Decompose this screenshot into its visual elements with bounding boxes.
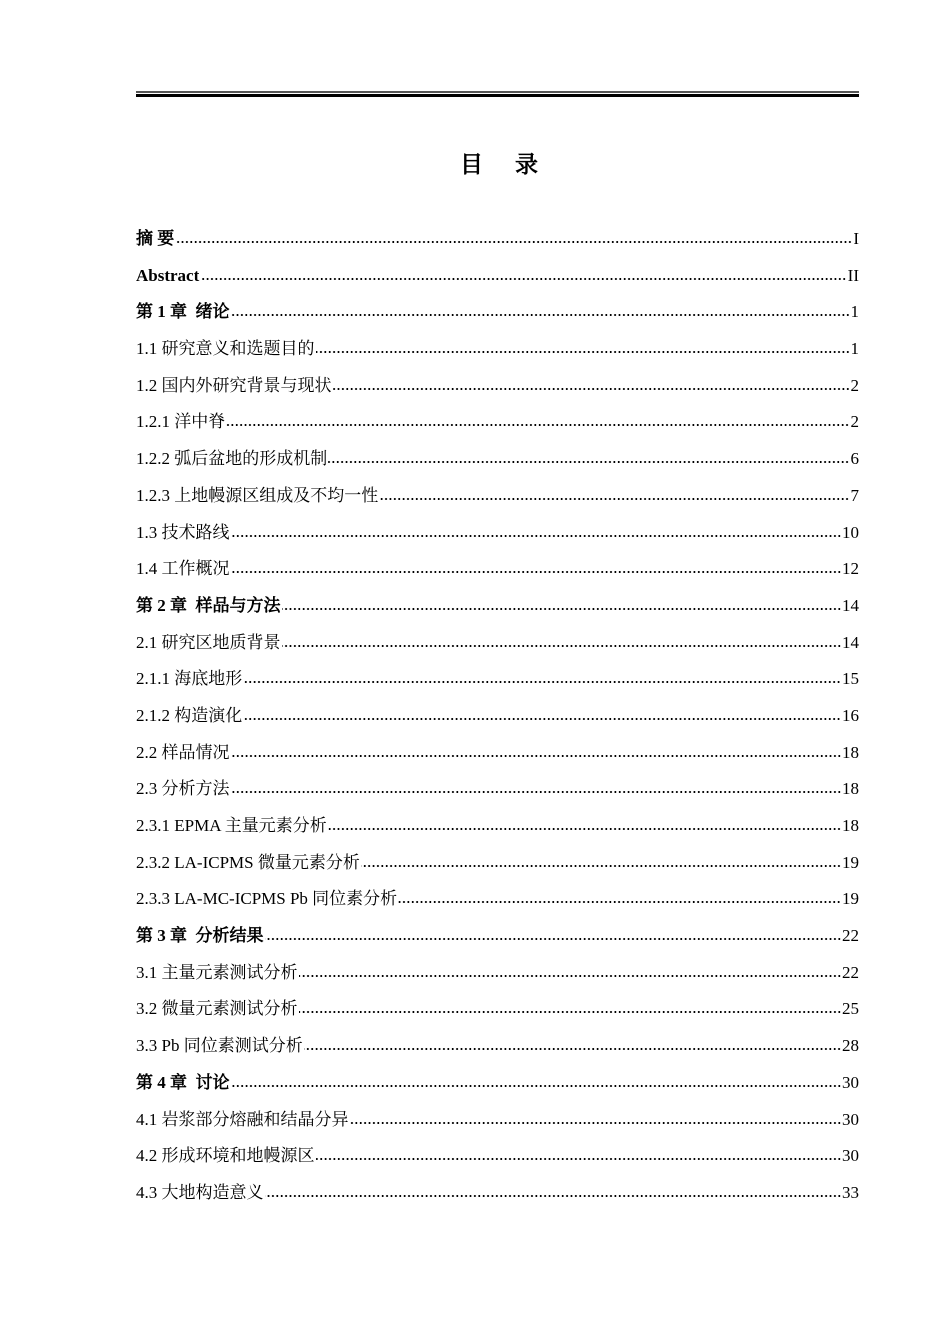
toc-entry-page-number: 22 (842, 962, 859, 982)
toc-entry-text: 海底地形 (174, 669, 243, 689)
toc-entry-label (136, 409, 225, 435)
dot-leader (231, 780, 842, 794)
toc-entry-label (136, 776, 230, 802)
toc-entry[interactable] (136, 1180, 859, 1217)
toc-entry-page-number: 18 (842, 816, 859, 835)
toc-entry-page-number: 33 (842, 1182, 859, 1202)
toc-entry[interactable] (136, 520, 859, 557)
toc-entry-page-number: 19 (842, 889, 859, 909)
dot-leader (299, 964, 842, 978)
dot-leader (231, 744, 842, 758)
toc-entry-number: 2.2 (136, 742, 158, 762)
toc-entry[interactable] (136, 960, 859, 997)
toc-entry[interactable] (136, 409, 859, 446)
dot-leader (243, 707, 841, 721)
toc-entry-text: 技术路线 (161, 522, 230, 542)
toc-entry-number: 1.2.3 (136, 485, 170, 505)
toc-entry-number: 第 1 章 (136, 302, 187, 322)
toc-entry-text: LA-ICPMS 微量元素分析 (174, 852, 360, 872)
toc-entry-page-number: 1 (850, 339, 859, 359)
toc-entry[interactable] (136, 299, 859, 336)
dot-leader (350, 1111, 842, 1125)
toc-entry-page-number: 6 (850, 449, 859, 469)
toc-entry-page-number: 22 (842, 926, 859, 946)
toc-entry-number: 2.3 (136, 779, 158, 799)
dot-leader (304, 1037, 841, 1051)
toc-entry[interactable] (136, 813, 859, 850)
toc-entry-page-number: 30 (842, 1109, 859, 1129)
toc-entry-number: 3.1 (136, 962, 158, 982)
toc-entry-number: 2.3.3 (136, 889, 170, 909)
toc-entry[interactable] (136, 850, 859, 887)
toc-entry[interactable] (136, 776, 859, 813)
dot-leader (231, 560, 842, 574)
dot-leader (361, 854, 841, 868)
dot-leader (328, 450, 849, 464)
toc-entry-page-number: 30 (842, 1146, 859, 1166)
toc-entry-text: 上地幔源区组成及不均一性 (174, 485, 379, 505)
toc-entry[interactable] (136, 483, 859, 520)
toc-entry-page-number: 15 (842, 669, 859, 689)
toc-entry-text: 岩浆部分熔融和结晶分异 (161, 1109, 349, 1129)
toc-entry-text: Abstract (136, 265, 200, 285)
toc-entry-text: 构造演化 (174, 705, 243, 725)
toc-entry-number: 2.3.1 (136, 816, 170, 835)
toc-entry-page-number: 2 (850, 375, 859, 395)
toc-entry-text: 大地构造意义 (161, 1182, 264, 1202)
toc-entry-label (136, 1180, 264, 1206)
toc-entry-text: 讨论 (195, 1072, 230, 1092)
toc-entry-label (136, 373, 332, 399)
toc-entry-number: 1.4 (136, 559, 158, 579)
toc-entry[interactable] (136, 593, 859, 630)
header-double-rule (136, 91, 859, 97)
toc-entry-label (136, 996, 298, 1022)
toc-entry[interactable] (136, 666, 859, 703)
dot-leader (265, 927, 842, 941)
toc-entry-label (136, 1033, 303, 1059)
dot-leader (231, 303, 850, 317)
toc-entry-page-number: 19 (842, 852, 859, 872)
toc-entry-number: 第 4 章 (136, 1072, 187, 1092)
dot-leader (316, 1147, 842, 1161)
toc-entry-text: 摘 要 (136, 229, 175, 248)
toc-entry-text: EPMA 主量元素分析 (174, 816, 327, 835)
header-rule-thin (136, 91, 859, 93)
toc-entry-label (136, 813, 327, 839)
toc-entry-page-number: II (847, 265, 859, 285)
toc-entry-label (136, 446, 327, 472)
toc-entry-text: 微量元素测试分析 (161, 999, 298, 1019)
dot-leader (328, 817, 841, 831)
toc-entry-number: 第 2 章 (136, 595, 187, 615)
toc-entry[interactable] (136, 1033, 859, 1070)
toc-entry-number: 1.2.2 (136, 449, 170, 469)
page-title-part-2: 录 (515, 152, 540, 178)
table-of-contents (136, 226, 859, 1217)
dot-leader (316, 340, 850, 354)
toc-entry-number: 3.3 (136, 1036, 158, 1056)
toc-entry-text: 主量元素测试分析 (161, 962, 298, 982)
toc-entry-label (136, 850, 360, 876)
toc-entry-label (136, 593, 281, 619)
toc-entry-page-number: 7 (850, 485, 859, 505)
toc-entry-label (136, 923, 264, 949)
toc-entry-number: 4.2 (136, 1146, 158, 1166)
toc-entry[interactable] (136, 556, 859, 593)
toc-entry-text: 样品与方法 (195, 595, 281, 615)
toc-entry-label (136, 556, 230, 582)
toc-entry-text: Pb 同位素测试分析 (161, 1036, 303, 1056)
dot-leader (231, 1074, 842, 1088)
toc-entry-number: 第 3 章 (136, 926, 187, 946)
toc-entry-label (136, 299, 230, 325)
dot-leader (243, 670, 841, 684)
toc-entry-page-number: 18 (842, 779, 859, 799)
dot-leader (299, 1000, 842, 1014)
toc-entry-label (136, 886, 397, 912)
toc-entry-number: 2.1 (136, 632, 158, 652)
toc-entry-label (136, 960, 298, 986)
toc-entry[interactable] (136, 1143, 859, 1180)
toc-entry-text: 分析结果 (195, 926, 264, 946)
toc-entry-text: 样品情况 (161, 742, 230, 762)
dot-leader (333, 377, 850, 391)
toc-entry-page-number: 25 (842, 999, 859, 1019)
toc-entry-page-number: 10 (842, 522, 859, 542)
dot-leader (398, 890, 841, 904)
toc-entry-page-number: 2 (850, 412, 859, 432)
toc-entry-page-number: 18 (842, 742, 859, 762)
dot-leader (231, 524, 842, 538)
toc-entry-text: 绪论 (195, 302, 230, 322)
dot-leader (226, 413, 849, 427)
toc-entry[interactable] (136, 226, 859, 263)
toc-entry[interactable] (136, 740, 859, 777)
toc-entry-text: LA-MC-ICPMS Pb 同位素分析 (174, 889, 398, 909)
toc-entry-text: 弧后盆地的形成机制 (174, 449, 328, 469)
toc-entry-text: 工作概况 (161, 559, 230, 579)
toc-entry-page-number: 14 (842, 632, 859, 652)
toc-entry[interactable] (136, 886, 859, 923)
toc-entry-number: 2.1.1 (136, 669, 170, 689)
toc-entry-page-number: I (853, 229, 859, 248)
dot-leader (282, 634, 842, 648)
toc-entry[interactable] (136, 923, 859, 960)
toc-entry-number: 1.2.1 (136, 412, 170, 432)
toc-entry-label (136, 483, 378, 509)
toc-entry[interactable] (136, 1070, 859, 1107)
toc-entry-label (136, 263, 199, 289)
dot-leader (175, 230, 852, 244)
dot-leader (265, 1184, 842, 1198)
toc-entry[interactable] (136, 703, 859, 740)
toc-entry-label (136, 703, 242, 729)
toc-entry-page-number: 14 (842, 595, 859, 615)
toc-entry-label (136, 226, 174, 252)
toc-entry-label (136, 336, 315, 362)
toc-entry-text: 研究区地质背景 (161, 632, 281, 652)
toc-entry[interactable] (136, 1107, 859, 1144)
toc-entry[interactable] (136, 630, 859, 667)
toc-entry[interactable] (136, 996, 859, 1033)
page-title-part-1: 目 (460, 152, 485, 178)
toc-entry-text: 研究意义和选题目的 (161, 339, 315, 359)
toc-entry-number: 4.3 (136, 1182, 158, 1202)
toc-entry-label (136, 520, 230, 546)
toc-entry-page-number: 12 (842, 559, 859, 579)
toc-entry-number: 2.1.2 (136, 705, 170, 725)
toc-entry-text: 国内外研究背景与现状 (161, 375, 332, 395)
toc-entry-label (136, 1070, 230, 1096)
toc-entry-page-number: 16 (842, 705, 859, 725)
toc-entry-page-number: 28 (842, 1036, 859, 1056)
toc-entry-label (136, 1107, 349, 1133)
toc-entry-number: 1.3 (136, 522, 158, 542)
toc-entry[interactable] (136, 446, 859, 483)
toc-entry-label (136, 740, 230, 766)
toc-entry-page-number: 1 (850, 302, 859, 322)
toc-entry-text: 分析方法 (161, 779, 230, 799)
toc-entry-number: 2.3.2 (136, 852, 170, 872)
header-rule-thick (136, 94, 859, 97)
page-title (0, 146, 950, 179)
toc-entry-number: 1.1 (136, 339, 158, 359)
toc-entry-page-number: 30 (842, 1072, 859, 1092)
dot-leader (379, 487, 849, 501)
dot-leader (200, 267, 846, 281)
toc-entry-label (136, 630, 281, 656)
toc-entry[interactable] (136, 336, 859, 373)
toc-entry-number: 3.2 (136, 999, 158, 1019)
toc-entry-label (136, 666, 242, 692)
toc-entry[interactable] (136, 373, 859, 410)
toc-entry-number: 1.2 (136, 375, 158, 395)
toc-entry-number: 4.1 (136, 1109, 158, 1129)
dot-leader (282, 597, 842, 611)
toc-entry-text: 洋中脊 (174, 412, 226, 432)
toc-entry-text: 形成环境和地幔源区 (161, 1146, 315, 1166)
toc-entry[interactable] (136, 263, 859, 300)
toc-entry-label (136, 1143, 315, 1169)
